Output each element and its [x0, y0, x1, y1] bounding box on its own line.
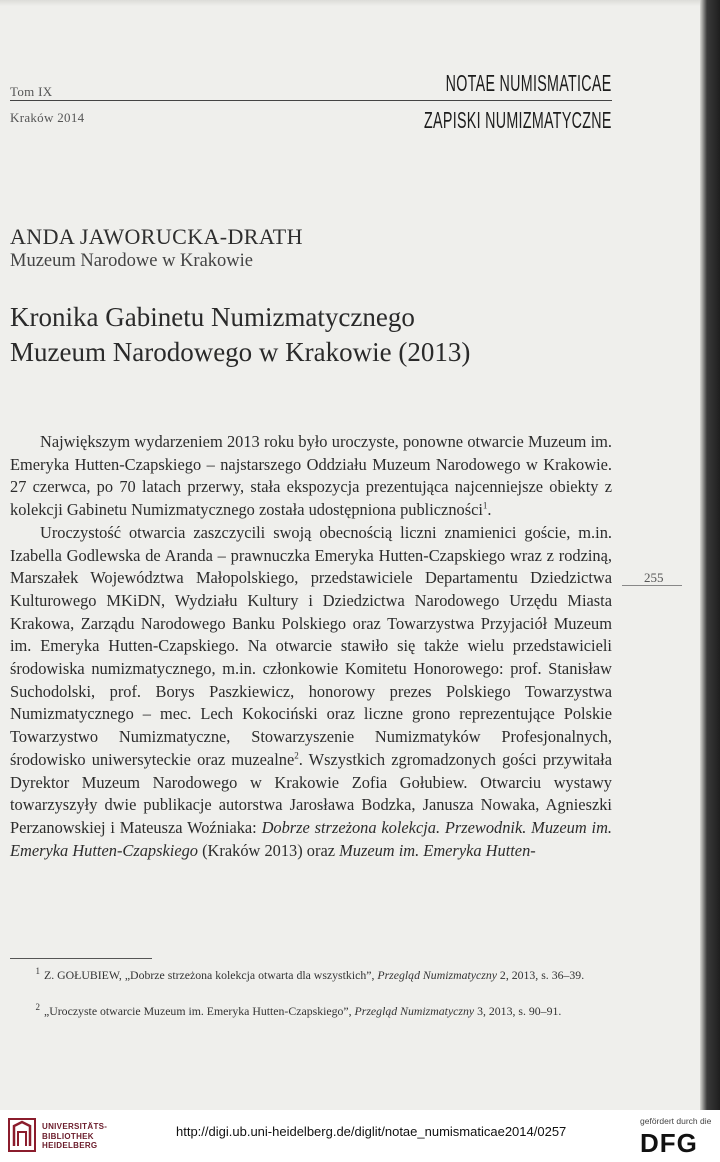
- author-affiliation: Muzeum Narodowe w Krakowie: [10, 251, 253, 271]
- page-number-rule: [622, 585, 682, 586]
- footnote-2: $^2$ „Uroczyste otwarcie Muzeum im. Emeryka Hutten-Czapskiego”, Przegląd Numizmatyczny 3, 2013, s. 90–91.: [35, 1002, 562, 1018]
- paragraph-1-text: Największym wydarzeniem 2013 roku było uroczyste, ponowne otwarcie Muzeum im. Emeryka Hutten-Czapskiego – najstarszego Oddziału Muzeum Narodowego w Krakowie. 27 czerwca, po 70 latach przerwy, stała ekspozycja prezentująca najcenniejsze obiekty z kolekcji Gabinetu Numizmatycznego została udostępniona publiczności: [10, 432, 612, 520]
- footnote-divider: [10, 958, 152, 959]
- footnote-1-text-a: Z. GOŁUBIEW, „Dobrze strzeżona kolekcja otwarta dla wszystkich”,: [44, 968, 378, 982]
- title-line-2: Muzeum Narodowego w Krakowie (2013): [10, 337, 471, 367]
- source-url-link[interactable]: http://digi.ub.uni-heidelberg.de/diglit/notae_numismaticae2014/0257: [176, 1124, 567, 1139]
- paragraph-2-text-c: (Kraków 2013) oraz: [198, 840, 340, 860]
- book-spine-edge: [700, 0, 720, 1110]
- footnote-2-text-a: „Uroczyste otwarcie Muzeum im. Emeryka Hutten-Czapskiego”,: [44, 1004, 355, 1018]
- dfg-logo: DFG: [640, 1128, 698, 1158]
- publication-title-2: Muzeum im. Emeryka Hutten-: [339, 840, 536, 860]
- library-name: [42, 1122, 107, 1151]
- funded-by-label: gefördert durch die: [640, 1116, 712, 1126]
- footnote-2-text-b: 3, 2013, s. 90–91.: [474, 1004, 562, 1018]
- journal-title-polish: ZAPISKI NUMIZMATYCZNE: [424, 107, 612, 133]
- place-year-label: Kraków 2014: [10, 110, 85, 125]
- volume-label: Tom IX: [10, 84, 53, 99]
- footnote-1-text-b: 2, 2013, s. 36–39.: [496, 968, 585, 982]
- paragraph-2: [10, 522, 612, 863]
- footnote-1: $^1$ Z. GOŁUBIEW, „Dobrze strzeżona kolekcja otwarta dla wszystkich”, Przegląd Numizmatyczny 2, 2013, s. 36–39.: [35, 966, 585, 982]
- paragraph-1-end: .: [487, 500, 492, 520]
- footnote-1-journal: Przegląd Numizmatyczny: [377, 968, 497, 982]
- library-logo-icon: [8, 1118, 36, 1152]
- footnote-ref-1: 1: [482, 500, 488, 511]
- footnote-ref-2: 2: [294, 750, 299, 761]
- paragraph-1: [10, 431, 612, 522]
- article-author: ANDA JAWORUCKA-DRATH: [10, 224, 303, 249]
- paragraph-2-text-a: Uroczystość otwarcia zaszczycili swoją obecnością liczni znamienici goście, m.in. Izabella Godlewska de Aranda – prawnuczka Emeryka Hutten-Czapskiego wraz z rodziną, Marszałek Województwa Małopolskiego, przedstawiciele Departamentu Dziedzictwa Kulturowego MKiDN, Wydziału Kultury i Dziedzictwa Narodowego Urzędu Miasta Krakowa, Zarządu Narodowego Banku Polskiego oraz Towarzystwa Przyjaciół Muzeum im. Emeryka Hutten-Czapskiego. Na otwarcie stawiło się także wielu przedstawicieli środowiska numizmatycznego, m.in. członkowie Komitetu Honorowego: prof. Stanisław Suchodolski, prof. Borys Paszkiewicz, honorowy prezes Polskiego Towarzystwa Numizmatycznego – mec. Lech Kokociński oraz liczne grono reprezentujące Polskie Towarzystwo Numizmatyczne, Stowarzyszenie Numizmatyków Profesjonalnych, środowisko uniwersyteckie oraz muzealne: [10, 522, 612, 769]
- publication-title-1: Dobrze strzeżona kolekcja. Przewodnik. Muzeum im. Emeryka Hutten-Czapskiego: [10, 817, 612, 860]
- paragraph-2-text-b: . Wszystkich zgromadzonych gości przywitała Dyrektor Muzeum Narodowego w Krakowie Zofia Gołubiew. Otwarciu wystawy towarzyszyły dwie publikacje autorstwa Jarosława Bodzka, Janusza Nowaka, Agnieszki Perzanowskiej i Mateusza Woźniaka:: [10, 749, 612, 837]
- library-name-line-2: BIBLIOTHEK: [42, 1131, 94, 1141]
- title-line-1: Kronika Gabinetu Numizmatycznego: [10, 302, 415, 332]
- header-divider: [10, 100, 612, 101]
- library-name-line-3: HEIDELBERG: [42, 1141, 98, 1150]
- page-top-edge: [0, 0, 720, 6]
- library-name-line-1: UNIVERSITÄTS-: [42, 1122, 108, 1131]
- footnote-2-journal: Przegląd Numizmatyczny: [354, 1004, 475, 1018]
- page-number: 255: [644, 570, 664, 585]
- journal-title-latin: NOTAE NUMISMATICAE: [446, 70, 612, 96]
- article-body: [10, 431, 612, 862]
- article-title: [10, 300, 470, 370]
